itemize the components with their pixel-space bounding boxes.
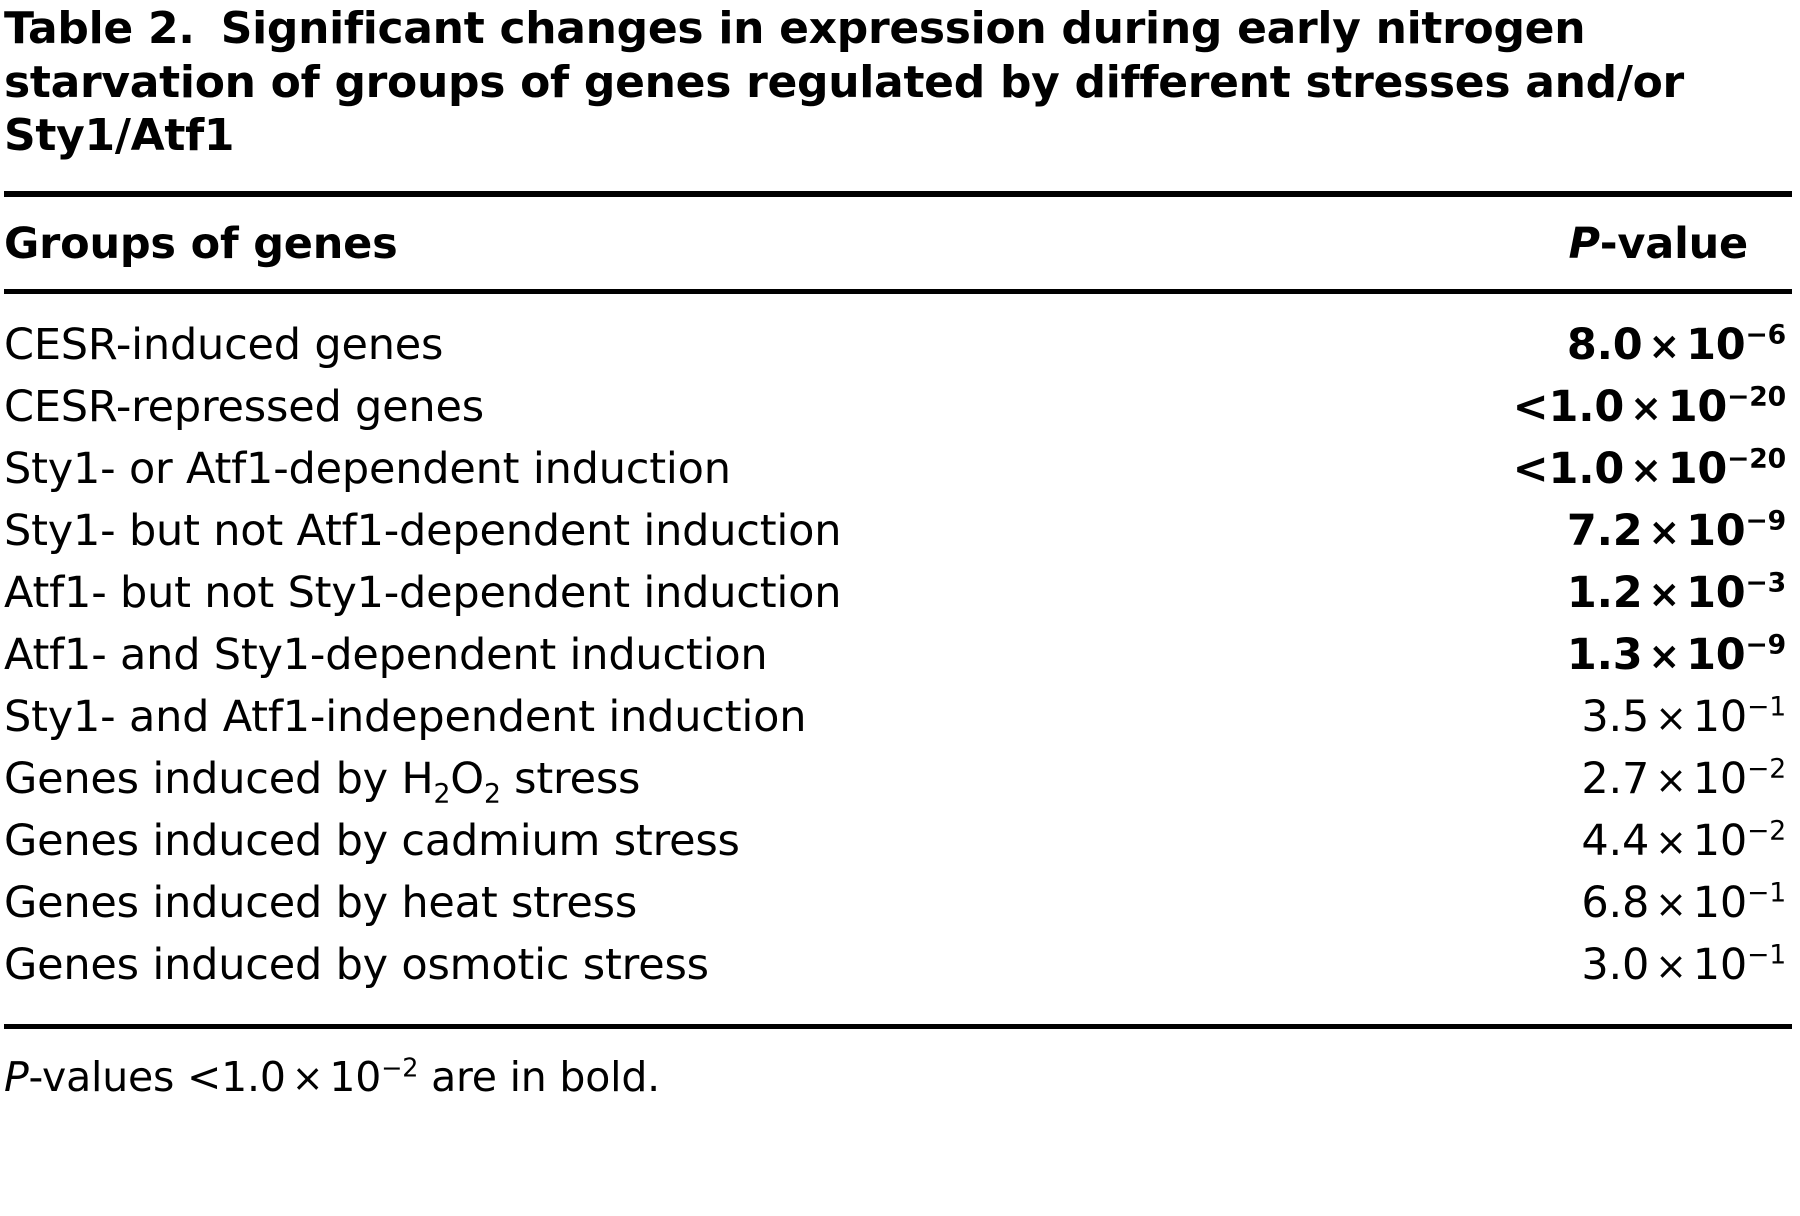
row-label: Genes induced by osmotic stress: [4, 940, 709, 991]
footnote-exponent: −2: [381, 1052, 419, 1083]
row-label-pre: Genes induced by H: [4, 754, 434, 805]
table-label: Table 2.: [4, 3, 195, 54]
pvalue-mantissa: 7.2: [1566, 506, 1643, 557]
pvalue-base: 10: [1692, 816, 1748, 867]
table-row: [4, 878, 1792, 940]
row-pvalue: [1581, 878, 1792, 928]
pvalue-base: 10: [1692, 940, 1748, 991]
row-label: CESR-induced genes: [4, 320, 444, 371]
row-pvalue: [1581, 754, 1792, 804]
pvalue-mantissa: 4.4: [1581, 816, 1650, 867]
pvalue-prefix: <: [1512, 382, 1549, 433]
pvalue-header-rest: -value: [1599, 219, 1748, 270]
multiply-icon: ×: [1655, 882, 1687, 927]
row-label-mid: O: [450, 754, 484, 805]
row-label: CESR-repressed genes: [4, 382, 484, 433]
pvalue-mantissa: 1.2: [1566, 568, 1643, 619]
pvalue-exponent: −6: [1745, 319, 1786, 351]
table-row: [4, 940, 1792, 1002]
pvalue-base: 10: [1667, 444, 1728, 495]
pvalue-mantissa: 8.0: [1566, 320, 1643, 371]
row-label: Genes induced by heat stress: [4, 878, 638, 929]
row-label-sub-2: 2: [483, 778, 501, 810]
table-body: [4, 294, 1792, 1024]
row-pvalue: [1581, 940, 1792, 990]
multiply-icon: ×: [1630, 386, 1662, 431]
pvalue-exponent: −2: [1747, 815, 1786, 847]
pvalue-mantissa: 1.3: [1566, 630, 1643, 681]
footnote-base: 10: [329, 1053, 382, 1102]
pvalue-exponent: −3: [1745, 567, 1786, 599]
table-row: [4, 816, 1792, 878]
multiply-icon: ×: [1655, 944, 1687, 989]
row-pvalue: [1513, 444, 1792, 494]
pvalue-mantissa: 1.0: [1548, 382, 1625, 433]
pvalue-exponent: −20: [1727, 443, 1786, 475]
table-row: [4, 568, 1792, 630]
pvalue-exponent: −1: [1747, 877, 1786, 909]
table-footnote: [4, 1029, 1792, 1101]
row-pvalue: [1567, 630, 1792, 680]
pvalue-base: 10: [1692, 692, 1748, 743]
pvalue-prefix: <: [1512, 444, 1549, 495]
table-row: [4, 444, 1792, 506]
pvalue-exponent: −20: [1727, 381, 1786, 413]
pvalue-base: 10: [1686, 506, 1746, 557]
multiply-icon: ×: [1655, 696, 1687, 741]
column-header-pvalue: [1568, 219, 1792, 269]
row-pvalue: [1581, 692, 1792, 742]
row-pvalue: [1513, 382, 1792, 432]
footnote-italic-p: P: [4, 1053, 29, 1102]
row-label: Sty1- or Atf1-dependent induction: [4, 444, 731, 495]
row-label-sub-1: 2: [433, 778, 451, 810]
multiply-icon: ×: [1648, 510, 1681, 555]
pvalue-exponent: −2: [1747, 753, 1786, 785]
row-label: Genes induced by cadmium stress: [4, 816, 740, 867]
row-label: Atf1- but not Sty1-dependent induction: [4, 568, 842, 619]
pvalue-base: 10: [1692, 754, 1748, 805]
pvalue-italic-p: P: [1568, 219, 1600, 270]
row-label-post: stress: [500, 754, 641, 805]
pvalue-base: 10: [1686, 630, 1746, 681]
row-pvalue: [1567, 506, 1792, 556]
row-label: Sty1- but not Atf1-dependent induction: [4, 506, 842, 557]
pvalue-exponent: −9: [1745, 505, 1786, 537]
row-label: Atf1- and Sty1-dependent induction: [4, 630, 768, 681]
table-row: [4, 506, 1792, 568]
table-caption-text: Significant changes in expression during early nitrogen starvation of groups of genes regulated by different stresses and/or Sty1/Atf1: [4, 3, 1684, 162]
pvalue-exponent: −1: [1747, 939, 1786, 971]
multiply-icon: ×: [1630, 448, 1662, 493]
pvalue-base: 10: [1667, 382, 1728, 433]
multiply-icon: ×: [291, 1056, 324, 1101]
table-caption: [4, 0, 1792, 163]
pvalue-mantissa: 1.0: [1548, 444, 1625, 495]
multiply-icon: ×: [1648, 572, 1681, 617]
multiply-icon: ×: [1655, 758, 1687, 803]
multiply-icon: ×: [1648, 324, 1681, 369]
row-label: [4, 754, 641, 810]
pvalue-mantissa: 6.8: [1581, 878, 1650, 929]
column-header-groups: Groups of genes: [4, 219, 398, 270]
pvalue-base: 10: [1686, 320, 1746, 371]
footnote-text-after: are in bold.: [418, 1053, 660, 1102]
table-row: [4, 382, 1792, 444]
pvalue-mantissa: 2.7: [1581, 754, 1650, 805]
pvalue-base: 10: [1686, 568, 1746, 619]
row-pvalue: [1581, 816, 1792, 866]
table-row: [4, 630, 1792, 692]
multiply-icon: ×: [1655, 820, 1687, 865]
row-label: Sty1- and Atf1-independent induction: [4, 692, 807, 743]
multiply-icon: ×: [1648, 634, 1681, 679]
table-row: [4, 692, 1792, 754]
pvalue-mantissa: 3.0: [1581, 940, 1650, 991]
row-pvalue: [1567, 320, 1792, 370]
footnote-text-before: -values <1.0: [28, 1053, 286, 1102]
pvalue-exponent: −9: [1745, 629, 1786, 661]
pvalue-exponent: −1: [1747, 691, 1786, 723]
table-row: [4, 320, 1792, 382]
table-header-row: [4, 197, 1792, 289]
row-pvalue: [1567, 568, 1792, 618]
pvalue-mantissa: 3.5: [1581, 692, 1650, 743]
table-row: [4, 754, 1792, 816]
pvalue-base: 10: [1692, 878, 1748, 929]
